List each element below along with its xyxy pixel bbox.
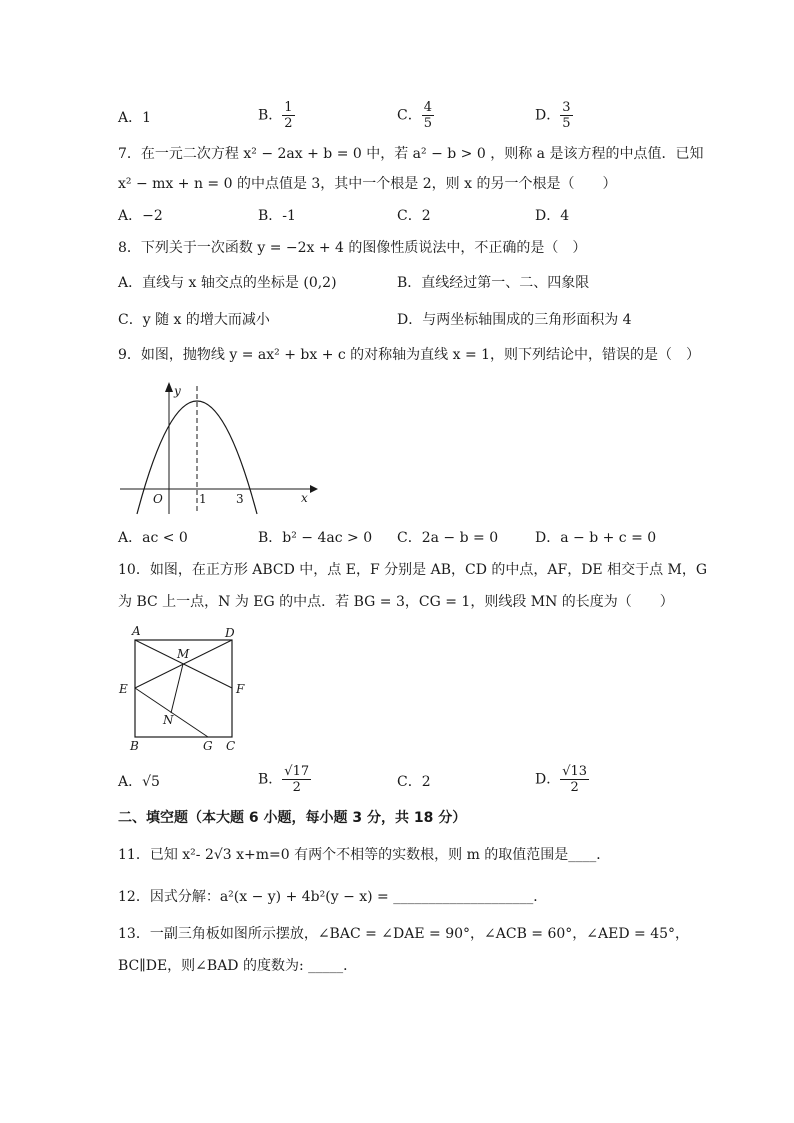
q6-option-c xyxy=(397,100,434,131)
q6-option-a: A．1 xyxy=(118,110,152,126)
q13-stem-line1: 13．一副三角板如图所示摆放，∠BAC = ∠DAE = 90°，∠ACB = 60°，∠AED = 45°， xyxy=(118,926,690,942)
q10-stem-line2: 为 BC 上一点，N 为 EG 的中点．若 BG = 3，CG = 1，则线段 MN 的长度为（ ） xyxy=(118,594,674,610)
q10-d-numerator: √13 xyxy=(562,764,588,779)
label-f: F xyxy=(236,682,245,696)
section-title: 二、填空题（本大题 6 小题，每小题 3 分，共 18 分） xyxy=(118,810,467,826)
q6-option-b-fraction xyxy=(282,100,294,131)
q6-option-d xyxy=(535,100,573,131)
q7-option-d: D．4 xyxy=(535,208,570,224)
q7-stem-line2: x² − mx + n = 0 的中点值是 3，其中一个根是 2，则 x 的另一个根是（ ） xyxy=(118,176,617,192)
q11-text: 11．已知 x²- 2√3 x+m=0 有两个不相等的实数根，则 m 的取值范围是____． xyxy=(118,847,611,863)
q6-c-numerator: 4 xyxy=(423,100,432,115)
x-axis-arrow xyxy=(310,485,318,493)
label-m: M xyxy=(177,647,190,661)
q13-stem-line2: BC∥DE，则∠BAD 的度数为: _____． xyxy=(118,958,358,974)
q6-d-denominator: 5 xyxy=(562,116,571,131)
q7-option-c: C．2 xyxy=(397,208,431,224)
q10-option-b xyxy=(258,764,311,795)
y-axis-arrow xyxy=(165,382,173,392)
tick-label-1: 1 xyxy=(199,492,207,506)
label-g: G xyxy=(203,739,213,753)
q6-b-numerator: 1 xyxy=(284,100,293,115)
q9-stem: 9．如图，抛物线 y = ax² + bx + c 的对称轴为直线 x = 1，则下列结论中，错误的是（ ） xyxy=(118,347,701,363)
q10-option-d xyxy=(535,764,589,795)
q8-stem: 8．下列关于一次函数 y = −2x + 4 的图像性质说法中，不正确的是（ ） xyxy=(118,240,587,256)
q6-d-numerator: 3 xyxy=(562,100,571,115)
square-figure xyxy=(115,622,255,754)
q9-option-c: C．2a − b = 0 xyxy=(397,530,499,546)
q7-stem-line1: 7．在一元二次方程 x² − 2ax + b = 0 中，若 a² − b > 0 ，则称 a 是该方程的中点值．已知 xyxy=(118,146,704,162)
tick-label-3: 3 xyxy=(236,492,244,506)
q10-stem-line1: 10．如图，在正方形 ABCD 中，点 E，F 分别是 AB，CD 的中点，AF，DE 相交于点 M，G xyxy=(118,562,708,578)
q6-option-c-fraction xyxy=(422,100,434,131)
q10-option-a: A．√5 xyxy=(118,774,160,790)
q10-option-d-fraction xyxy=(560,764,589,795)
q7-option-b: B．-1 xyxy=(258,208,296,224)
q10-b-numerator: √17 xyxy=(284,764,310,779)
origin-label: O xyxy=(153,492,163,506)
label-c: C xyxy=(226,739,236,753)
q10-option-b-fraction xyxy=(282,764,311,795)
q9-option-b: B．b² − 4ac > 0 xyxy=(258,530,373,546)
q8-option-a: A．直线与 x 轴交点的坐标是 (0,2) xyxy=(118,275,337,291)
q6-option-d-fraction xyxy=(560,100,572,131)
q9-option-a: A．ac < 0 xyxy=(118,530,188,546)
x-axis-label: x xyxy=(301,491,308,505)
label-n: N xyxy=(163,713,174,727)
q10-b-denominator: 2 xyxy=(292,780,301,795)
q6-option-b xyxy=(258,100,295,131)
q6-option-c-label: C． xyxy=(397,107,422,124)
q10-option-b-label: B． xyxy=(258,771,283,788)
q9-option-d: D．a − b + c = 0 xyxy=(535,530,657,546)
parabola-figure xyxy=(115,378,320,518)
q12-text: 12．因式分解：a²(x − y) + 4b²(y − x) = ____________________． xyxy=(118,889,548,905)
q10-option-c: C．2 xyxy=(397,774,431,790)
q6-b-denominator: 2 xyxy=(284,116,293,131)
label-b: B xyxy=(130,739,139,753)
y-axis-label: y xyxy=(174,384,181,398)
q6-c-denominator: 5 xyxy=(423,116,432,131)
q10-option-d-label: D． xyxy=(535,771,561,788)
q6-option-d-label: D． xyxy=(535,107,561,124)
q8-option-b: B．直线经过第一、二、四象限 xyxy=(397,275,590,291)
label-e: E xyxy=(119,682,128,696)
q8-option-c: C．y 随 x 的增大而减小 xyxy=(118,312,270,328)
q6-option-b-label: B． xyxy=(258,107,283,124)
q7-option-a: A．−2 xyxy=(118,208,163,224)
segment-mn xyxy=(171,664,183,713)
q10-d-denominator: 2 xyxy=(570,780,579,795)
label-a: A xyxy=(132,624,141,638)
label-d: D xyxy=(225,626,235,640)
q8-option-d: D．与两坐标轴围成的三角形面积为 4 xyxy=(397,312,632,328)
